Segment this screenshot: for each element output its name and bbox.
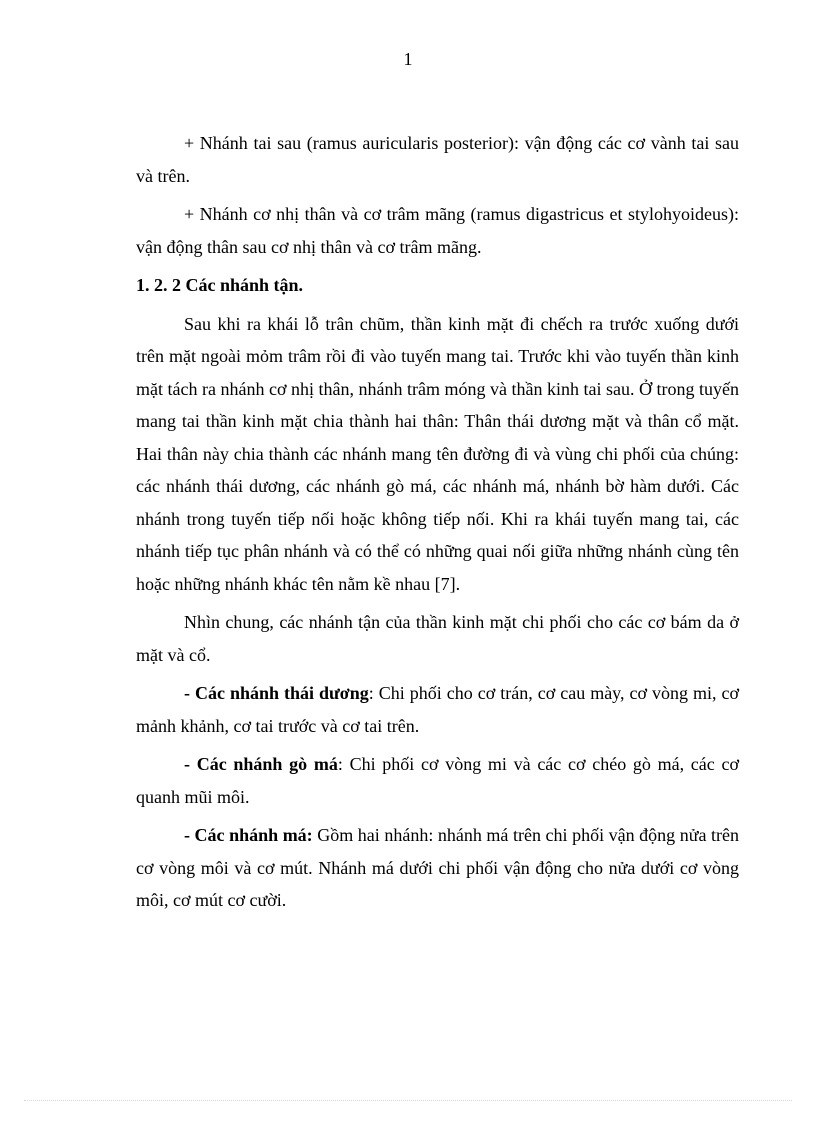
list-item-temporal-branches (136, 677, 739, 742)
paragraph-overview: Nhìn chung, các nhánh tận của thần kinh mặt chi phối cho các cơ bám da ở mặt và cổ. (136, 612, 739, 665)
section-heading: 1. 2. 2 Các nhánh tận. (136, 275, 304, 295)
branch-description: : Chi phối cơ vòng mi và các cơ chéo gò má, các cơ quanh mũi môi. (136, 754, 739, 807)
document-body (136, 127, 739, 923)
paragraph-terminal-branches: Sau khi ra khái lỗ trân chũm, thần kinh mặt đi chếch ra trước xuống dưới trên mặt ngoài mỏm trâm rồi đi vào tuyến mang tai. Trước khi vào tuyến thần kinh mặt tách ra nhánh cơ nhị thân, nhánh trâm móng và thần kinh tai sau. Ở trong tuyến mang tai thần kinh mặt chia thành hai thân: Thân thái dương mặt và thân cổ mặt. Hai thân này chia thành các nhánh mang tên đường đi và vùng chi phối của chúng: các nhánh thái dương, các nhánh gò má, các nhánh má, nhánh bờ hàm dưới. Các nhánh trong tuyến tiếp nối hoặc không tiếp nối. Khi ra khái tuyến mang tai, các nhánh tiếp tục phân nhánh và có thể có những quai nối giữa những nhánh cùng tên hoặc những nhánh khác tên nằm kề nhau [7]. (136, 313, 739, 594)
branch-description: : Chi phối cho cơ trán, cơ cau mày, cơ vòng mi, cơ mảnh khảnh, cơ tai trước và cơ tai trên. (136, 683, 739, 736)
branch-label: - Các nhánh má: (184, 825, 313, 845)
list-item-buccal-branches (136, 819, 739, 917)
paragraph-digastric-stylohyoid: + Nhánh cơ nhị thân và cơ trâm mãng (ramus digastricus et stylohyoideus): vận động thân sau cơ nhị thân và cơ trâm mãng. (136, 204, 739, 257)
branch-label: - Các nhánh thái dương (184, 683, 369, 703)
branch-description: Gồm hai nhánh: nhánh má trên chi phối vận động nửa trên cơ vòng môi và cơ mút. Nhánh má dưới chi phối vận động cho nửa dưới cơ vòng môi, cơ mút cơ cười. (136, 825, 740, 910)
branch-label: - Các nhánh gò má (184, 754, 338, 774)
page-bottom-divider (24, 1100, 792, 1101)
page-number: 1 (403, 49, 413, 69)
paragraph-posterior-auricular: + Nhánh tai sau (ramus auricularis posterior): vận động các cơ vành tai sau và trên. (136, 133, 739, 186)
list-item-zygomatic-branches (136, 748, 739, 813)
